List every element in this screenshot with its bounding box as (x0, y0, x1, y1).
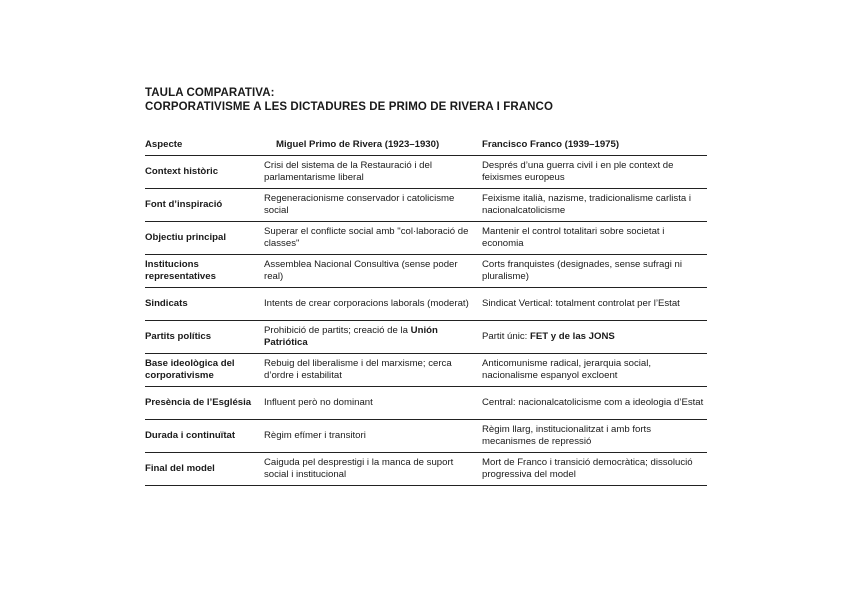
table-row (145, 255, 707, 288)
row-franco: Mort de Franco i transició democràtica; dissolució progressiva del model (482, 453, 707, 486)
row-primo: Regeneracionisme conservador i catolicisme social (264, 189, 482, 222)
header-primo: Miguel Primo de Rivera (1923–1930) (264, 137, 482, 156)
primo-text: Prohibició de partits; creació de la (264, 325, 411, 336)
document-title-line-1: TAULA COMPARATIVA: (145, 87, 275, 99)
row-franco: Règim llarg, institucionalitzat i amb forts mecanismes de repressió (482, 420, 707, 453)
row-aspect: Sindicats (145, 288, 264, 321)
row-franco: Després d’una guerra civil i en ple context de feixismes europeus (482, 156, 707, 189)
header-aspect: Aspecte (145, 137, 264, 156)
row-primo: Intents de crear corporacions laborals (moderat) (264, 288, 482, 321)
table-header-row (145, 137, 707, 156)
row-primo: Assemblea Nacional Consultiva (sense poder real) (264, 255, 482, 288)
row-franco: Mantenir el control totalitari sobre societat i economia (482, 222, 707, 255)
row-aspect: Durada i continuïtat (145, 420, 264, 453)
row-primo (264, 321, 482, 354)
row-aspect: Context històric (145, 156, 264, 189)
table-row (145, 288, 707, 321)
table-row (145, 189, 707, 222)
franco-text: Partit únic: (482, 331, 530, 342)
row-aspect: Presència de l’Església (145, 387, 264, 420)
fet-jons-label: FET y de las JONS (530, 331, 615, 342)
table-row (145, 321, 707, 354)
table-row (145, 222, 707, 255)
table-row (145, 354, 707, 387)
row-aspect: Final del model (145, 453, 264, 486)
document (145, 86, 705, 486)
row-primo: Superar el conflicte social amb "col·laboració de classes" (264, 222, 482, 255)
row-primo: Rebuig del liberalisme i del marxisme; cerca d’ordre i estabilitat (264, 354, 482, 387)
row-primo: Crisi del sistema de la Restauració i del parlamentarisme liberal (264, 156, 482, 189)
table-row (145, 387, 707, 420)
row-franco: Feixisme italià, nazisme, tradicionalisme carlista i nacionalcatolicisme (482, 189, 707, 222)
table-row (145, 420, 707, 453)
table-row (145, 453, 707, 486)
union-patriotica-label: Unión Patriótica (264, 325, 438, 348)
row-franco: Sindicat Vertical: totalment controlat per l’Estat (482, 288, 707, 321)
row-primo: Règim efímer i transitori (264, 420, 482, 453)
header-franco: Francisco Franco (1939–1975) (482, 137, 707, 156)
row-aspect: Font d’inspiració (145, 189, 264, 222)
row-primo: Influent però no dominant (264, 387, 482, 420)
row-primo: Caiguda pel desprestigi i la manca de suport social i institucional (264, 453, 482, 486)
document-title-line-2: CORPORATIVISME A LES DICTADURES DE PRIMO DE RIVERA I FRANCO (145, 101, 553, 113)
comparison-table (145, 137, 707, 486)
row-franco: Anticomunisme radical, jerarquia social, nacionalisme espanyol excloent (482, 354, 707, 387)
row-franco: Corts franquistes (designades, sense sufragi ni pluralisme) (482, 255, 707, 288)
row-aspect: Base ideològica del corporativisme (145, 354, 264, 387)
row-aspect: Institucions representatives (145, 255, 264, 288)
table-row (145, 156, 707, 189)
row-aspect: Objectiu principal (145, 222, 264, 255)
row-franco: Central: nacionalcatolicisme com a ideologia d’Estat (482, 387, 707, 420)
row-franco (482, 321, 707, 354)
row-aspect: Partits polítics (145, 321, 264, 354)
